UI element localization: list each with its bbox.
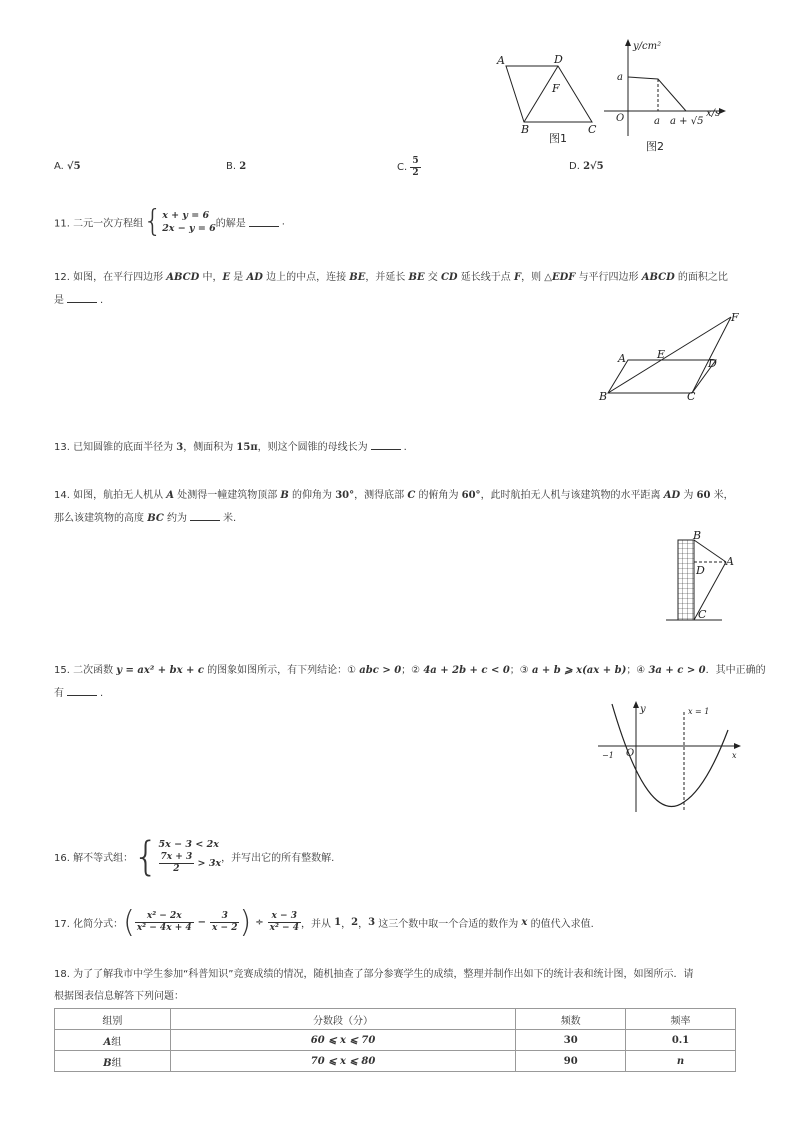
option-b-value: 2 <box>239 161 247 172</box>
q12-text: 是 <box>230 272 247 283</box>
question-11 <box>54 204 285 239</box>
q12-text: 交 <box>424 272 441 283</box>
q13-text: ，侧面积为 <box>183 442 237 453</box>
q14-angle2: 60° <box>461 490 481 501</box>
q14-AD: AD <box>663 490 681 501</box>
table-header-cell: 分数段（分） <box>170 1009 515 1030</box>
q12-text: 与平行四边形 <box>575 272 642 283</box>
option-d-letter: D. <box>569 161 580 172</box>
q15-text: 有 <box>54 688 64 699</box>
q11-eq2: 2x − y = 6 <box>162 223 216 234</box>
q12-fig-A: A <box>618 352 626 365</box>
q14-A: A <box>166 490 175 501</box>
fig2-caption: 图2 <box>646 140 664 153</box>
question-18-line2 <box>54 990 184 1004</box>
q12-AD: AD <box>246 272 263 283</box>
q15-text: 的图象如图所示，有下列结论：① <box>203 665 360 676</box>
q15-claim2: 4a + 2b + c < 0 <box>423 665 510 676</box>
q12-fig-B: B <box>599 390 608 403</box>
q17-text: 这三个数中取一个合适的数作为 <box>375 919 522 930</box>
q17-sep: ， <box>358 919 369 930</box>
q12-fig-D: D <box>708 357 717 370</box>
q12-fig-E: E <box>657 348 666 361</box>
q12-abcd: ABCD <box>641 272 675 283</box>
q12-text: ，则 <box>521 272 545 283</box>
q12-E: E <box>222 272 231 283</box>
table-header-row <box>55 1009 736 1030</box>
q15-fig-neg1: −1 <box>602 751 614 760</box>
q10-figure-1 <box>494 50 606 146</box>
q16-rest: > 3x <box>194 858 222 869</box>
option-c-den: 2 <box>412 168 419 178</box>
q17-text: ，并从 <box>300 919 335 930</box>
q13-answer-blank[interactable] <box>371 440 401 450</box>
q11-brace: { <box>143 204 163 239</box>
q17-n1: 1 <box>334 917 342 928</box>
q15-claim1: abc > 0 <box>359 665 402 676</box>
q14-text: ，此时航拍无人机与该建筑物的水平距离 <box>480 490 664 501</box>
table-header-cell: 频数 <box>516 1009 626 1030</box>
q10-figure-2 <box>600 36 734 154</box>
q17-frac2 <box>210 911 239 934</box>
question-15-line1 <box>54 664 766 678</box>
option-c-fraction <box>410 156 420 179</box>
q16-fraction <box>159 852 195 875</box>
q11-end: . <box>281 216 285 228</box>
q14-text: 约为 <box>163 513 187 524</box>
question-18-line1 <box>54 968 693 982</box>
fig2-a-y: a <box>617 72 623 83</box>
q14-text: 米， <box>710 490 734 501</box>
q12-text: 延长线于点 <box>457 272 514 283</box>
table-cell-range: 70 ⩽ x ⩽ 80 <box>170 1051 515 1072</box>
q13-radius: 3 <box>176 442 184 453</box>
q15-text: ；③ <box>509 665 532 676</box>
question-12-line1 <box>54 271 728 285</box>
q17-f2-num: 3 <box>210 911 239 923</box>
q15-claim3: a + b ⩾ x(ax + b) <box>531 665 627 676</box>
q17-f3-den: x² − 4 <box>269 923 299 933</box>
q12-BE: BE <box>349 272 366 283</box>
q15-fig-x: x <box>732 751 737 760</box>
q13-text: 13. 已知圆锥的底面半径为 <box>54 442 177 453</box>
q12-text: ，并延长 <box>365 272 409 283</box>
q14-text: ，测得底部 <box>354 490 408 501</box>
q14-figure <box>662 528 748 626</box>
table-header-cell: 频率 <box>626 1009 736 1030</box>
q14-fig-A: A <box>726 555 734 568</box>
q18-text: 根据图表信息解答下列问题： <box>54 991 184 1002</box>
q17-f1-den: x² − 4x + 4 <box>136 923 192 933</box>
option-d[interactable] <box>569 161 604 172</box>
q12-text: 是 <box>54 295 64 306</box>
table-header-cell: 组别 <box>55 1009 171 1030</box>
option-c[interactable] <box>397 156 421 179</box>
question-17 <box>54 905 594 940</box>
q17-f3-num: x − 3 <box>268 911 301 923</box>
table-cell-frequency: 30 <box>516 1030 626 1051</box>
q15-end: . <box>100 688 104 699</box>
q13-text: ，则这个圆锥的母线长为 <box>257 442 368 453</box>
q12-answer-blank[interactable] <box>67 293 97 303</box>
q14-B: B <box>280 490 289 501</box>
group-letter: A <box>103 1036 112 1048</box>
q14-distance: 60 <box>696 490 711 501</box>
table-row <box>55 1051 736 1072</box>
q15-graph <box>596 698 744 816</box>
q12-fig-C: C <box>687 390 696 403</box>
fig2-a-end: a + √5 <box>670 116 704 127</box>
q17-sep: ， <box>341 919 352 930</box>
q16-system <box>159 838 222 875</box>
q17-text: 17. 化简分式： <box>54 919 124 930</box>
fig1-label-B: B <box>521 123 530 136</box>
q14-text: 的仰角为 <box>288 490 336 501</box>
q12-text: 边上的中点，连接 <box>262 272 350 283</box>
q11-prefix: 11. 二元一次方程组 <box>54 218 144 230</box>
option-a[interactable] <box>54 161 81 172</box>
q16-num: 7x + 3 <box>160 852 193 862</box>
q16-den: 2 <box>173 864 180 874</box>
option-c-num: 5 <box>412 156 419 166</box>
q17-f1-num: x² − 2x <box>135 911 194 923</box>
q15-text: ；② <box>401 665 424 676</box>
fig2-O: O <box>616 113 625 124</box>
q12-CD: CD <box>440 272 458 283</box>
q15-text: 15. 二次函数 <box>54 665 117 676</box>
q15-text: ；④ <box>626 665 649 676</box>
q15-answer-blank[interactable] <box>67 686 97 696</box>
q14-angle1: 30° <box>335 490 355 501</box>
q12-text: 中， <box>199 272 223 283</box>
question-13 <box>54 440 407 455</box>
group-letter: B <box>103 1057 112 1069</box>
q15-fig-O: O <box>626 748 635 759</box>
option-b[interactable] <box>226 161 246 172</box>
q15-text: ．其中正确的 <box>705 665 766 676</box>
option-a-value: √5 <box>67 161 81 172</box>
q17-frac1 <box>135 911 194 934</box>
q14-text: 的俯角为 <box>415 490 462 501</box>
q14-C: C <box>407 490 416 501</box>
q15-fig-axis: x = 1 <box>688 707 710 716</box>
q18-text: 18. 为了了解我市中学生参加“科普知识”竞赛成绩的情况，随机抽查了部分参赛学生的成绩，整理并制作出如下的统计表和统计图，如图所示．请 <box>54 969 694 980</box>
fig1-caption: 图1 <box>549 132 567 145</box>
option-a-letter: A. <box>54 161 64 172</box>
q17-lparen: ( <box>123 905 135 940</box>
group-suffix: 组 <box>111 1036 122 1048</box>
q14-BC: BC <box>147 513 164 524</box>
q15-claim4: 3a + c > 0 <box>648 665 706 676</box>
q17-n3: 3 <box>368 917 376 928</box>
q14-fig-B: B <box>693 529 702 542</box>
fig2-a-x: a <box>654 116 660 127</box>
q17-x: x <box>521 917 528 928</box>
q12-triangle: △EDF <box>544 272 576 283</box>
q17-minus: − <box>197 917 207 928</box>
q14-text: 那么该建筑物的高度 <box>54 513 148 524</box>
q12-end: . <box>100 295 104 306</box>
q15-function: y = ax² + bx + c <box>116 665 204 676</box>
table-cell-rate: 0.1 <box>626 1030 736 1051</box>
table-cell-rate: n <box>626 1051 736 1072</box>
frequency-table <box>54 1008 736 1072</box>
q11-eq1: x + y = 6 <box>162 210 210 221</box>
question-12-line2 <box>54 293 103 308</box>
fig1-label-A: A <box>497 54 505 67</box>
q13-area: 15π <box>236 442 258 453</box>
q16-text: ，并写出它的所有整数解. <box>221 853 335 864</box>
question-14-line2 <box>54 511 236 526</box>
q12-abcd: ABCD <box>166 272 200 283</box>
q17-text: 的值代入求值. <box>527 919 594 930</box>
q13-end: . <box>403 442 407 453</box>
table-cell-range: 60 ⩽ x ⩽ 70 <box>170 1030 515 1051</box>
group-suffix: 组 <box>111 1057 122 1069</box>
question-14-line1 <box>54 489 734 503</box>
q11-answer-blank[interactable] <box>249 217 279 227</box>
q16-text: 16. 解不等式组： <box>54 853 134 864</box>
q12-fig-F: F <box>731 311 739 324</box>
q14-fig-C: C <box>698 608 707 621</box>
table-row <box>55 1030 736 1051</box>
q14-text: 米. <box>222 513 237 524</box>
fig1-label-F: F <box>552 82 560 95</box>
q14-text: 为 <box>680 490 697 501</box>
fig2-x-label: x/s <box>706 108 721 119</box>
question-16 <box>54 833 335 880</box>
q17-frac3 <box>268 911 301 934</box>
q14-answer-blank[interactable] <box>190 511 220 521</box>
fig2-y-label: y/cm² <box>633 41 662 52</box>
option-b-letter: B. <box>226 161 237 172</box>
q14-text: 14. 如图，航拍无人机从 <box>54 490 167 501</box>
q12-text: 12. 如图，在平行四边形 <box>54 272 167 283</box>
q12-BE: BE <box>408 272 425 283</box>
option-c-letter: C. <box>397 162 408 173</box>
q12-text: 的面积之比 <box>674 272 728 283</box>
q17-divide: ÷ <box>255 917 264 928</box>
fig1-label-C: C <box>588 123 597 136</box>
q12-F: F <box>513 272 522 283</box>
option-d-value: 2√5 <box>583 161 604 172</box>
table-cell-frequency: 90 <box>516 1051 626 1072</box>
q17-rparen: ) <box>239 905 252 940</box>
q12-figure <box>594 308 744 406</box>
table-cell-group <box>55 1030 171 1051</box>
q11-system <box>162 209 216 235</box>
q14-fig-D: D <box>696 564 705 577</box>
q16-ineq1: 5x − 3 < 2x <box>158 839 219 850</box>
question-15-line2 <box>54 686 103 701</box>
q16-brace: { <box>133 833 159 880</box>
q15-fig-y: y <box>640 704 646 715</box>
q17-f2-den: x − 2 <box>212 923 238 933</box>
table-cell-group <box>55 1051 171 1072</box>
q14-text: 处测得一幢建筑物顶部 <box>174 490 281 501</box>
q17-n2: 2 <box>351 917 359 928</box>
fig1-label-D: D <box>554 53 563 66</box>
q11-suffix: 的解是 <box>215 218 246 230</box>
